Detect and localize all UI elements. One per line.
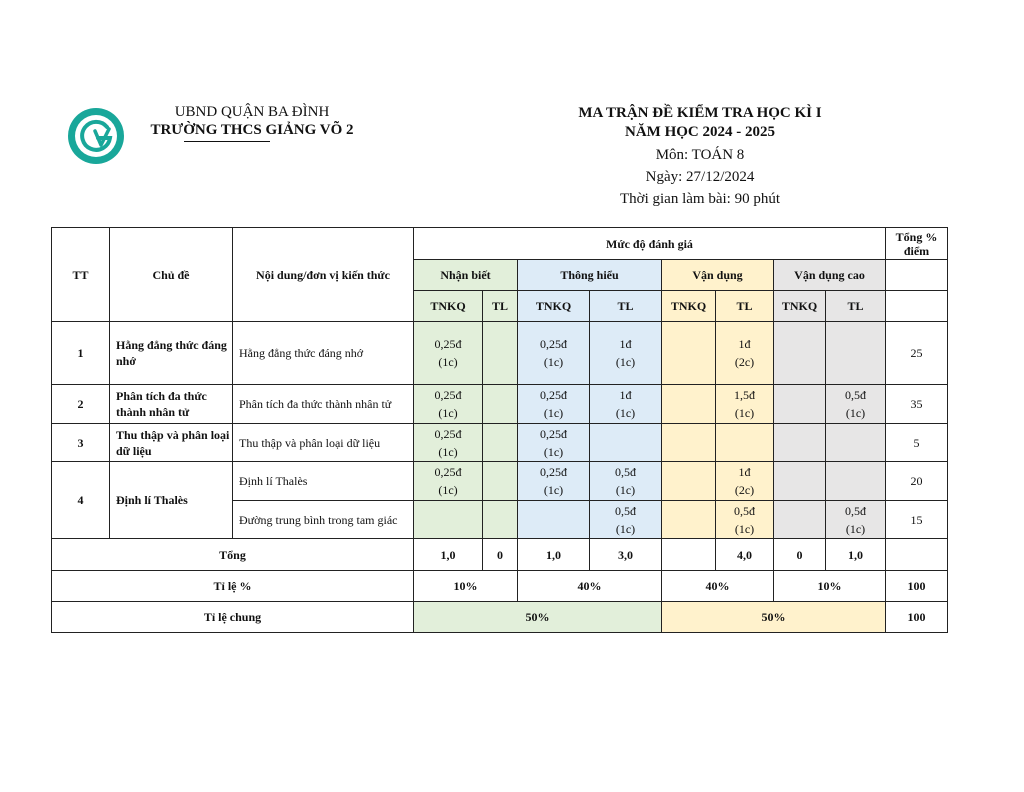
overall-ratio-label: Tỉ lệ chung xyxy=(52,602,414,633)
ratio-nhan-biet: 10% xyxy=(414,571,518,602)
score-cell xyxy=(826,424,886,462)
header-row-1 xyxy=(52,228,948,260)
score-cell xyxy=(774,322,826,385)
score-cell: 0,5đ (1c) xyxy=(590,462,662,501)
header-empty-cell xyxy=(886,260,948,291)
org-underline xyxy=(184,141,270,142)
table-row xyxy=(52,322,948,385)
row-topic: Hằng đẳng thức đáng nhớ xyxy=(110,322,233,385)
row-total: 20 xyxy=(886,462,948,501)
row-total: 35 xyxy=(886,385,948,424)
school-logo-icon xyxy=(67,107,125,165)
score-cell xyxy=(414,501,483,539)
total-row xyxy=(52,539,948,571)
score-cell: 1đ (1c) xyxy=(590,385,662,424)
row-topic: Định lí Thalès xyxy=(110,462,233,539)
score-cell xyxy=(483,501,518,539)
col-van-dung-cao: Vận dụng cao xyxy=(774,260,886,291)
score-cell xyxy=(774,501,826,539)
total-value: 3,0 xyxy=(590,539,662,571)
score-cell: 0,25đ (1c) xyxy=(414,424,483,462)
score-cell: 0,25đ (1c) xyxy=(414,322,483,385)
ratio-van-dung-cao: 10% xyxy=(774,571,886,602)
total-value: 1,0 xyxy=(518,539,590,571)
score-cell xyxy=(662,424,716,462)
score-cell xyxy=(662,462,716,501)
score-cell xyxy=(483,424,518,462)
score-cell: 0,5đ (1c) xyxy=(826,385,886,424)
col-tong-diem: Tổng % điểm xyxy=(886,228,948,260)
total-value: 0 xyxy=(483,539,518,571)
subject: Môn: TOÁN 8 xyxy=(655,147,745,163)
overall-ratio-b: 50% xyxy=(662,602,886,633)
ratio-thong-hieu: 40% xyxy=(518,571,662,602)
row-tt: 2 xyxy=(52,385,110,424)
row-total: 15 xyxy=(886,501,948,539)
overall-ratio-total: 100 xyxy=(886,602,948,633)
ratio-row xyxy=(52,571,948,602)
document-title: MA TRẬN ĐỀ KIỂM TRA HỌC KÌ I xyxy=(578,105,822,121)
total-value: 0 xyxy=(774,539,826,571)
total-value xyxy=(662,539,716,571)
table-row xyxy=(52,385,948,424)
col-muc-do: Mức độ đánh giá xyxy=(414,228,886,260)
col-noi-dung: Nội dung/đơn vị kiến thức xyxy=(233,228,414,322)
row-topic: Thu thập và phân loại dữ liệu xyxy=(110,424,233,462)
score-cell xyxy=(483,322,518,385)
score-cell xyxy=(662,501,716,539)
org-district: UBND QUẬN BA ĐÌNH xyxy=(174,104,330,120)
score-cell xyxy=(826,462,886,501)
col-tt: TT xyxy=(52,228,110,322)
table-row xyxy=(52,424,948,462)
ratio-label: Tỉ lệ % xyxy=(52,571,414,602)
score-cell xyxy=(518,501,590,539)
total-value: 1,0 xyxy=(414,539,483,571)
vd-tl: TL xyxy=(716,291,774,322)
row-total: 25 xyxy=(886,322,948,385)
total-label: Tổng xyxy=(52,539,414,571)
score-cell xyxy=(590,424,662,462)
score-cell: 0,5đ (1c) xyxy=(590,501,662,539)
score-cell: 0,25đ (1c) xyxy=(414,385,483,424)
row-unit: Thu thập và phân loại dữ liệu xyxy=(233,424,414,462)
score-cell: 0,25đ (1c) xyxy=(518,462,590,501)
row-unit: Hằng đẳng thức đáng nhớ xyxy=(233,322,414,385)
assessment-matrix-table xyxy=(51,227,948,633)
row-unit: Đường trung bình trong tam giác xyxy=(233,501,414,539)
row-tt: 4 xyxy=(52,462,110,539)
ratio-van-dung: 40% xyxy=(662,571,774,602)
row-tt: 1 xyxy=(52,322,110,385)
th-tnkq: TNKQ xyxy=(518,291,590,322)
row-unit: Phân tích đa thức thành nhân tử xyxy=(233,385,414,424)
col-chu-de: Chủ đề xyxy=(110,228,233,322)
score-cell xyxy=(662,322,716,385)
table-row xyxy=(52,462,948,501)
school-year: NĂM HỌC 2024 - 2025 xyxy=(625,124,775,140)
ratio-total: 100 xyxy=(886,571,948,602)
row-topic: Phân tích đa thức thành nhân tử xyxy=(110,385,233,424)
score-cell xyxy=(662,385,716,424)
vd-tnkq: TNKQ xyxy=(662,291,716,322)
score-cell: 1đ (1c) xyxy=(590,322,662,385)
overall-ratio-a: 50% xyxy=(414,602,662,633)
score-cell xyxy=(483,385,518,424)
col-thong-hieu: Thông hiểu xyxy=(518,260,662,291)
score-cell xyxy=(774,424,826,462)
row-unit: Định lí Thalès xyxy=(233,462,414,501)
row-total: 5 xyxy=(886,424,948,462)
score-cell: 0,25đ (1c) xyxy=(414,462,483,501)
overall-ratio-row xyxy=(52,602,948,633)
nb-tnkq: TNKQ xyxy=(414,291,483,322)
row-tt: 3 xyxy=(52,424,110,462)
score-cell xyxy=(716,424,774,462)
score-cell: 0,5đ (1c) xyxy=(826,501,886,539)
vdc-tnkq: TNKQ xyxy=(774,291,826,322)
score-cell: 1đ (2c) xyxy=(716,462,774,501)
th-tl: TL xyxy=(590,291,662,322)
document-title-block xyxy=(540,104,860,210)
score-cell xyxy=(826,322,886,385)
total-value: 4,0 xyxy=(716,539,774,571)
score-cell: 1đ (2c) xyxy=(716,322,774,385)
score-cell: 0,25đ (1c) xyxy=(518,322,590,385)
score-cell: 0,25đ (1c) xyxy=(518,424,590,462)
col-van-dung: Vận dụng xyxy=(662,260,774,291)
header-empty-cell xyxy=(886,291,948,322)
nb-tl: TL xyxy=(483,291,518,322)
total-empty-cell xyxy=(886,539,948,571)
score-cell: 0,5đ (1c) xyxy=(716,501,774,539)
org-school: TRƯỜNG THCS GIẢNG VÕ 2 xyxy=(150,122,354,138)
col-nhan-biet: Nhận biết xyxy=(414,260,518,291)
score-cell: 0,25đ (1c) xyxy=(518,385,590,424)
score-cell: 1,5đ (1c) xyxy=(716,385,774,424)
score-cell xyxy=(774,385,826,424)
organization-block xyxy=(132,103,372,139)
vdc-tl: TL xyxy=(826,291,886,322)
score-cell xyxy=(483,462,518,501)
score-cell xyxy=(774,462,826,501)
total-value: 1,0 xyxy=(826,539,886,571)
exam-duration: Thời gian làm bài: 90 phút xyxy=(620,191,780,207)
exam-date: Ngày: 27/12/2024 xyxy=(645,169,755,185)
